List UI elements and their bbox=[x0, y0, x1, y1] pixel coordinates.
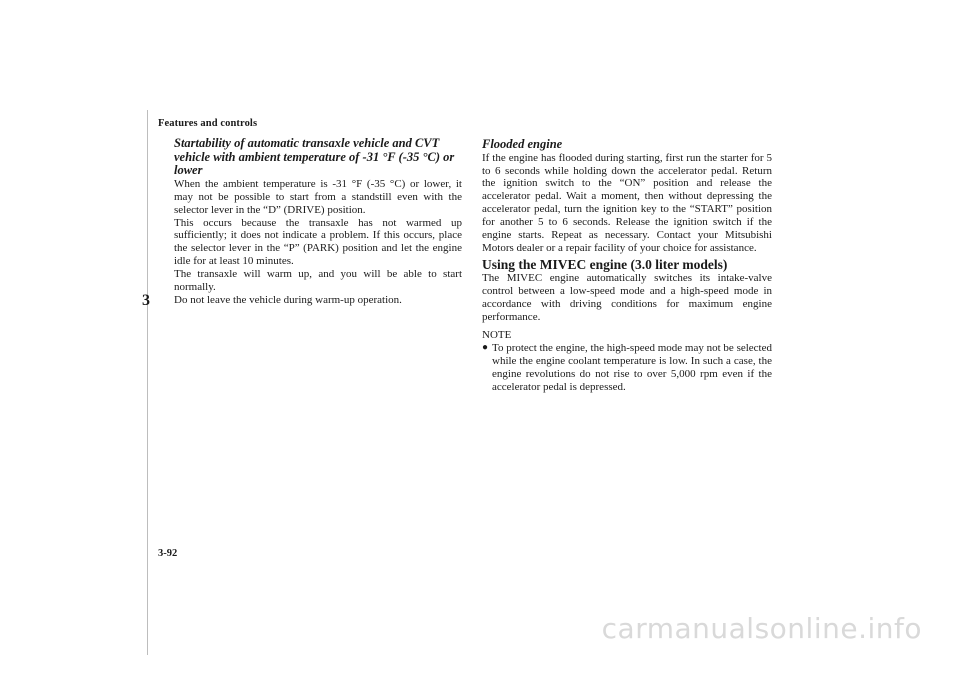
note-item bbox=[482, 342, 772, 394]
chapter-tab-divider bbox=[124, 110, 148, 655]
mivec-heading: Using the MIVEC engine (3.0 liter models) bbox=[482, 256, 728, 272]
page-number: 3-92 bbox=[158, 548, 178, 559]
section-header-title: Features and controls bbox=[158, 118, 258, 129]
bullet-icon: ● bbox=[482, 342, 489, 354]
flooded-engine-heading: Flooded engine bbox=[482, 137, 563, 151]
note-label: NOTE bbox=[482, 329, 512, 342]
chapter-number: 3 bbox=[142, 292, 150, 309]
right-column bbox=[482, 137, 772, 394]
paragraph: Do not leave the vehicle during warm-up operation. bbox=[174, 293, 402, 306]
paragraph: The transaxle will warm up, and you will be able to start normally. bbox=[174, 268, 462, 294]
paragraph: This occurs because the transaxle has not warmed up sufficiently; it does not indicate a problem. If this occurs, place the selector lever in the “P” (PARK) position and let the engine idle for at least 10 minutes. bbox=[174, 216, 462, 268]
startability-heading: Startability of automatic transaxle vehicle and CVT vehicle with ambient temperature of -31 °F (-35 °C) or lower bbox=[174, 136, 455, 178]
paragraph: When the ambient temperature is -31 °F (-35 °C) or lower, it may not be possible to start from a standstill even with the selector lever in the “D” (DRIVE) position. bbox=[174, 177, 462, 216]
left-column bbox=[174, 137, 462, 307]
mivec-text: The MIVEC engine automatically switches its intake-valve control between a low-speed mode and a high-speed mode in accordance with driving conditions for maximum engine performance. bbox=[482, 271, 772, 323]
note-text: To protect the engine, the high-speed mode may not be selected while the engine coolant temperature is low. In such a case, the engine revolutions do not rise to over 5,000 rpm even if the accelerator pedal is depressed. bbox=[492, 342, 772, 394]
flooded-engine-text: If the engine has flooded during starting, first run the starter for 5 to 6 seconds while holding down the accelerator pedal. Return the ignition switch to the “ON” position and release the accelerator pedal. Wait a moment, then without depressing the accelerator pedal, turn the ignition key to the “START” position for another 5 to 6 seconds. Release the ignition switch if the engine starts. Repeat as necessary. Contact your Mitsubishi Motors dealer or a repair facility of your choice for assistance. bbox=[482, 151, 772, 254]
watermark: carmanualsonline.info bbox=[601, 612, 922, 645]
